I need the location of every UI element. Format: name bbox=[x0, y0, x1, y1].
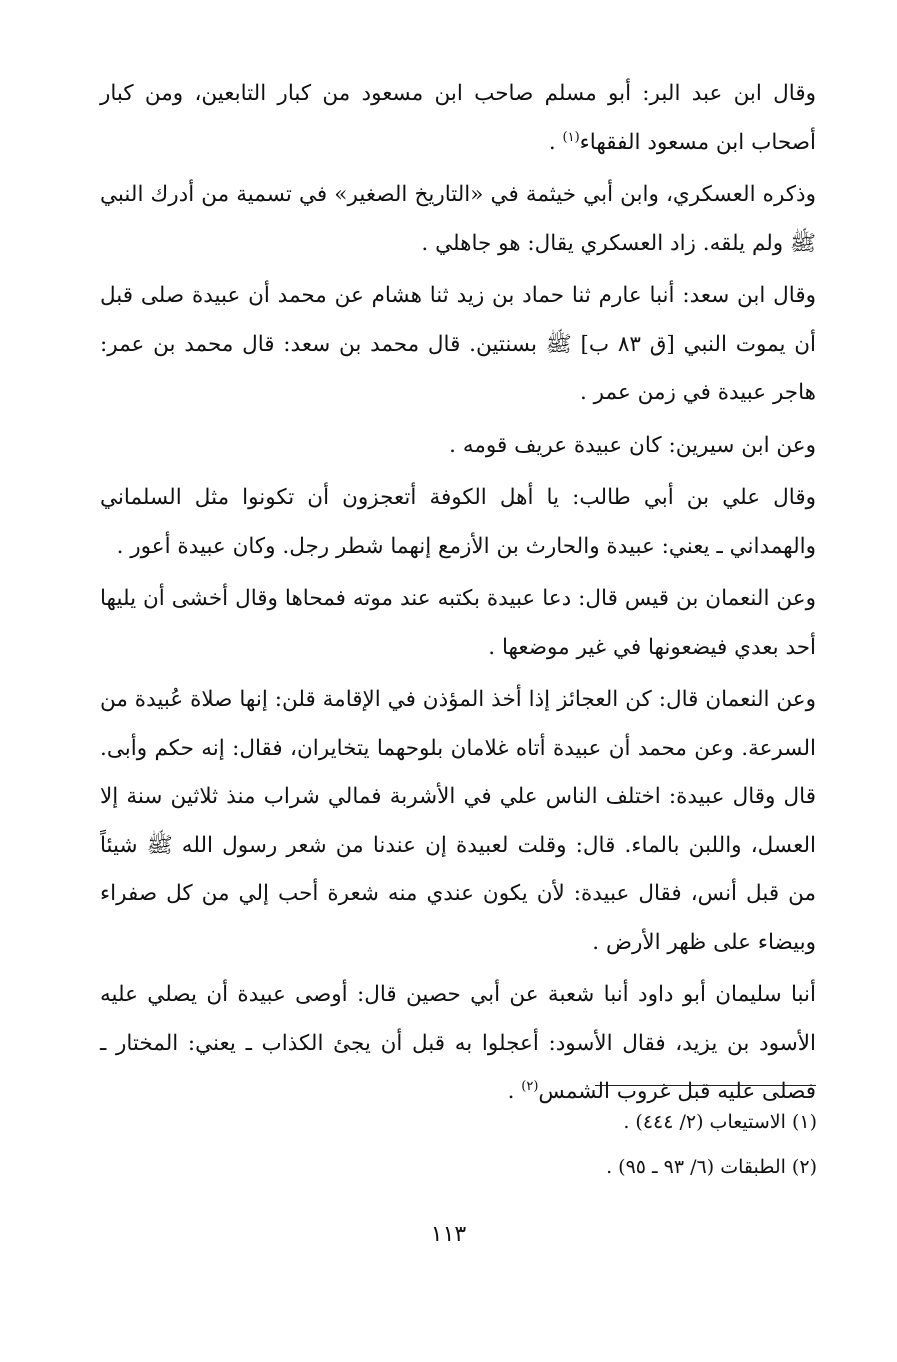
paragraph-abu-dawud bbox=[100, 971, 816, 1117]
footnotes bbox=[397, 1100, 817, 1190]
paragraph-ali: وقال علي بن أبي طالب: يا أهل الكوفة أتعجزون أن تكونوا مثل السلماني والهمداني ـ يعني: عبيدة والحارث بن الأزمع إنهما شطر رجل. وكان عبيدة أعور . bbox=[100, 485, 816, 559]
paragraph-text: أنبا سليمان أبو داود أنبا شعبة عن أبي حصين قال: أوصى عبيدة أن يصلي عليه الأسود بن يزيد، فقال الأسود: أعجلوا به قبل أن يجئ الكذاب ـ يعني: المختار ـ فصلى عليه قبل غروب الشمس bbox=[100, 982, 816, 1104]
footnote-reference-1: (١) bbox=[562, 129, 580, 145]
paragraph-ibn-saad: وقال ابن سعد: أنبا عارم ثنا حماد بن زيد ثنا هشام عن محمد أن عبيدة صلى قبل أن يموت النبي [ق ٨٣ ب] ﷺ بسنتين. قال محمد بن سعد: قال محمد بن عمر: هاجر عبيدة في زمن عمر . bbox=[100, 283, 816, 405]
paragraph-tail: . bbox=[507, 1079, 522, 1104]
paragraph-askari: وذكره العسكري، وابن أبي خيثمة في «التاريخ الصغير» في تسمية من أدرك النبي ﷺ ولم يلقه. زاد العسكري يقال: هو جاهلي . bbox=[100, 182, 816, 256]
footnote-1: (١) الاستيعاب (٢/ ٤٤٤) . bbox=[623, 1111, 817, 1133]
footnote-separator bbox=[595, 1085, 816, 1086]
paragraph-numan-books: وعن النعمان بن قيس قال: دعا عبيدة بكتبه عند موته فمحاها وقال أخشى أن يليها أحد بعدي فيضعونها في غير موضعها . bbox=[100, 586, 816, 660]
paragraph-ibn-abd-al-barr bbox=[100, 70, 816, 167]
footnote-2: (٢) الطبقات (٦/ ٩٣ ـ ٩٥) . bbox=[606, 1156, 817, 1178]
paragraph-text: وقال ابن عبد البر: أبو مسلم صاحب ابن مسعود من كبار التابعين، ومن كبار أصحاب ابن مسعود الفقهاء bbox=[100, 81, 816, 155]
paragraph-tail: . bbox=[548, 129, 563, 155]
footnote-reference-2: (٢) bbox=[521, 1078, 539, 1094]
paragraph-numan-prayer: وعن النعمان قال: كن العجائز إذا أخذ المؤذن في الإقامة قلن: إنها صلاة عُبيدة من السرعة. وعن محمد أن عبيدة أتاه غلامان بلوحهما يتخايران، فقال: إنه حكم وأبى. قال وقال عبيدة: اختلف الناس علي في الأشربة فمالي شراب منذ ثلاثين سنة إلا العسل، واللبن بالماء. قال: وقلت لعبيدة إن عندنا من شعر رسول الله ﷺ شيئاً من قبل أنس، فقال عبيدة: لأن يكون عندي منه شعرة أحب إلي من كل صفراء وبيضاء على ظهر الأرض . bbox=[100, 687, 816, 955]
paragraph-ibn-sirin: وعن ابن سيرين: كان عبيدة عريف قومه . bbox=[449, 432, 816, 458]
page-body bbox=[100, 70, 816, 1121]
page-number: ١١٣ bbox=[430, 1222, 467, 1247]
